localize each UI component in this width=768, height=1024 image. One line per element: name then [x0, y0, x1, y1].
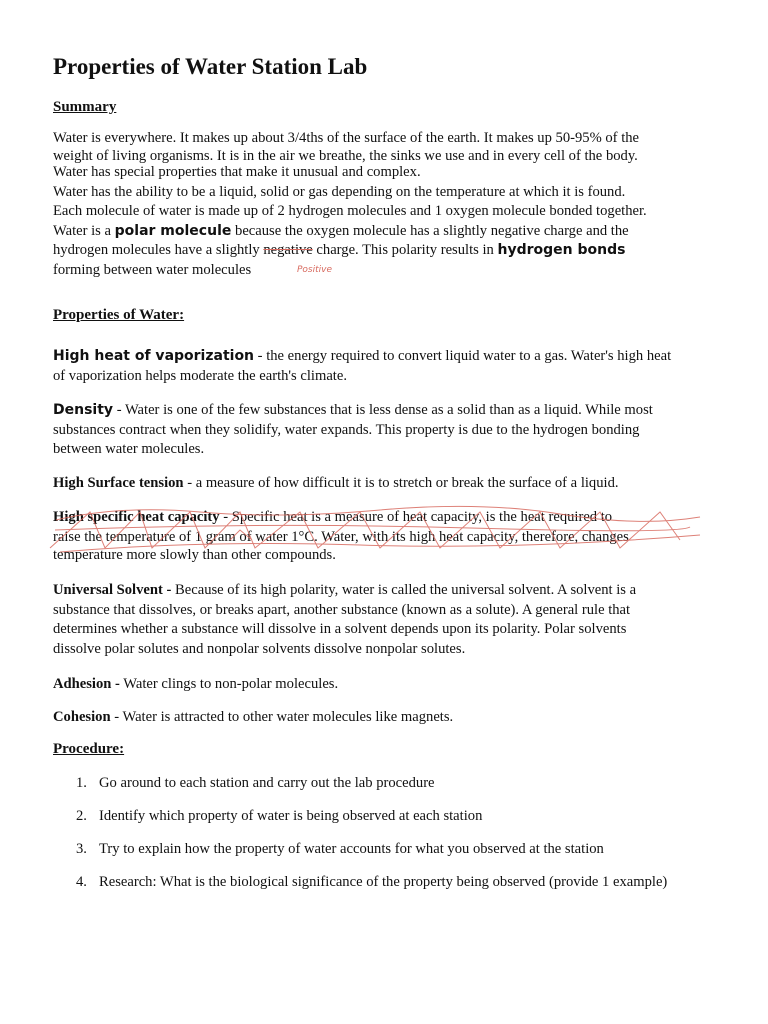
hydrogen-bonds-term: hydrogen bonds — [497, 242, 626, 258]
procedure-step: 2. Identify which property of water is being observed at each station — [76, 808, 483, 824]
summary-line: Water is everywhere. It makes up about 3/4ths of the surface of the earth. It makes up 50-95% of the — [53, 130, 640, 146]
property-specific-heat: High specific heat capacity - Specific heat is a measure of heat capacity, is the heat required to raise the temperature of 1 gram of water 1°C. Water, with its high heat capacity, therefore, changes temperature more slowly than other compounds. — [53, 509, 629, 563]
summary-line: Water has the ability to be a liquid, solid or gas depending on the temperature at which it is found. — [53, 183, 626, 200]
property-term: High heat of vaporization — [53, 348, 255, 364]
summary-line: Water has special properties that make it unusual and complex. — [53, 164, 421, 180]
property-universal-solvent: Universal Solvent - Because of its high polarity, water is called the universal solvent. A solvent is a substance that dissolves, or breaks apart, another substance (known as a solute). A general rule that determines whether a substance will dissolve in a solvent depends upon its polarity. Polar solvents dissolve polar solutes and nonpolar solvents dissolve nonpolar solutes. — [53, 582, 637, 657]
procedure-step: 1. Go around to each station and carry out the lab procedure — [76, 775, 435, 791]
summary-last-line: forming between water molecules — [53, 261, 252, 278]
summary-line: weight of living organisms. It is in the air we breathe, the sinks we use and in every cell of the body. — [53, 147, 638, 164]
property-surface-tension: High Surface tension - a measure of how difficult it is to stretch or break the surface of a liquid. — [53, 475, 619, 491]
summary-paragraph — [53, 129, 743, 280]
property-term: Adhesion - — [53, 676, 120, 692]
polar-molecule-line: Water is a polar molecule because the oxygen molecule has a slightly negative charge and the — [53, 222, 629, 239]
property-adhesion: Adhesion - Water clings to non-polar molecules. — [53, 676, 339, 692]
property-term: Density — [53, 402, 114, 418]
summary-line: Each molecule of water is made up of 2 hydrogen molecules and 1 oxygen molecule bonded together. — [53, 203, 647, 219]
procedure-heading: Procedure: — [53, 741, 125, 757]
polar-molecule-term: polar molecule — [114, 222, 232, 239]
property-vaporization: High heat of vaporization - the energy required to convert liquid water to a gas. Water's high heat of vaporization helps moderate the earth's climate. — [53, 348, 672, 384]
handwritten-annotation: Positive — [297, 265, 333, 275]
page-title: Properties of Water Station Lab — [53, 54, 368, 79]
hydrogen-bonds-line: hydrogen molecules have a slightly negative charge. This polarity results in hydrogen bonds — [53, 242, 626, 258]
property-term: Cohesion — [53, 709, 111, 725]
procedure-step: 3. Try to explain how the property of water accounts for what you observed at the station — [76, 841, 604, 857]
summary-heading: Summary — [53, 99, 117, 115]
property-term: High Surface tension — [53, 475, 184, 491]
property-term: High specific heat capacity — [53, 509, 220, 525]
procedure-list — [53, 775, 667, 907]
property-cohesion: Cohesion - Water is attracted to other water molecules like magnets. — [53, 709, 454, 725]
struck-word: negative — [263, 242, 313, 258]
property-term: Universal Solvent - — [53, 582, 172, 598]
property-density: Density - Water is one of the few substances that is less dense as a solid than as a liquid. While most substances contract when they solidify, water expands. This property is due to the hydrogen bonding between water molecules. — [53, 402, 653, 457]
properties-heading: Properties of Water: — [53, 307, 185, 323]
procedure-step: 4. Research: What is the biological significance of the property being observed (provide 1 example) — [76, 874, 668, 890]
